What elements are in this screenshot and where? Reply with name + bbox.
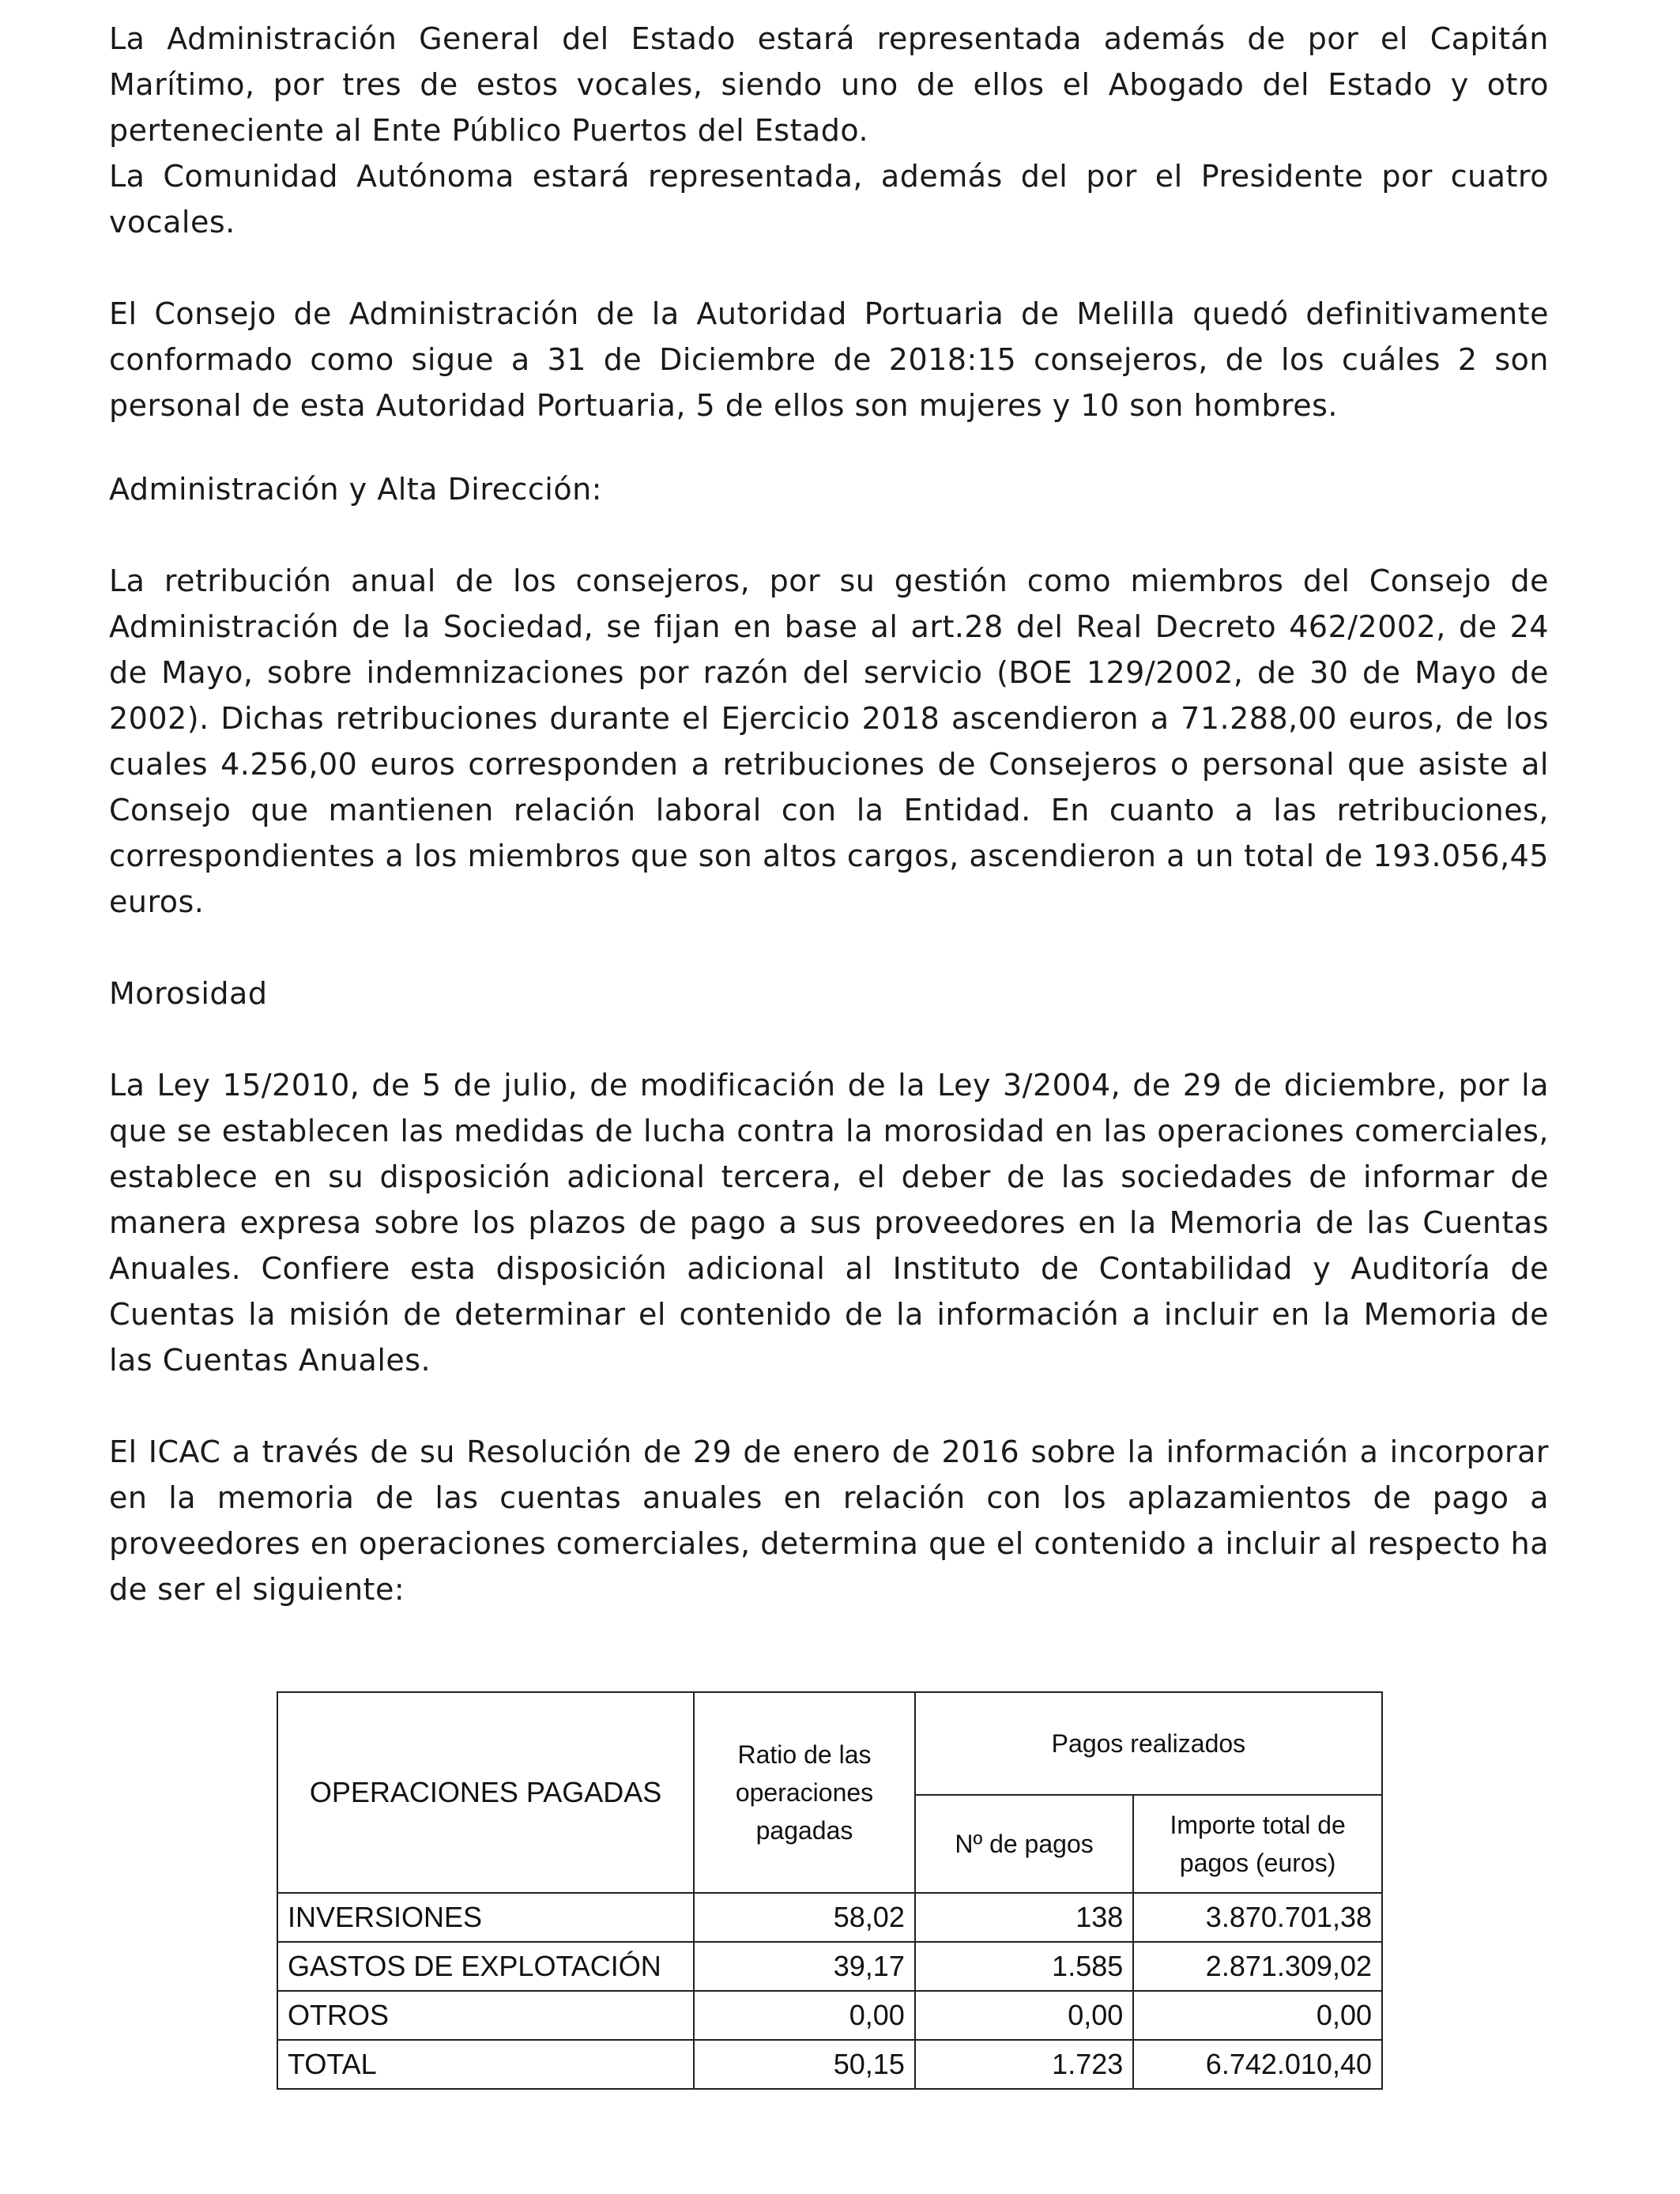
ratio-cell: 58,02 xyxy=(694,1893,915,1942)
paragraph-representation-state: La Administración General del Estado estará representada además de por el Capitán Marítimo, por tres de estos vocales, siendo uno de ellos el Abogado del Estado y otro perteneciente al Ente Público Puertos del Estado. xyxy=(109,21,1549,148)
paragraph-representation-region: La Comunidad Autónoma estará representada, además del por el Presidente por cuatro vocales. xyxy=(109,159,1549,239)
ratio-cell: 39,17 xyxy=(694,1942,915,1991)
heading-morosidad: Morosidad xyxy=(109,976,268,1011)
table-row xyxy=(277,1893,1382,1942)
row-label: TOTAL xyxy=(277,2040,694,2089)
header-ratio: Ratio de las operaciones pagadas xyxy=(694,1692,915,1893)
paragraph-law: La Ley 15/2010, de 5 de julio, de modificación de la Ley 3/2004, de 29 de diciembre, por la que se establecen las medidas de lucha contra la morosidad en las operaciones comerciales, establece en su disposición adicional tercera, el deber de las sociedades de informar de manera expresa sobre los plazos de pago a sus proveedores en la Memoria de las Cuentas Anuales. Confiere esta disposición adicional al Instituto de Contabilidad y Auditoría de Cuentas la misión de determinar el contenido de la información a incluir en la Memoria de las Cuentas Anuales. xyxy=(109,1068,1549,1378)
header-pagos-realizados: Pagos realizados xyxy=(915,1692,1382,1795)
num-pagos-cell: 138 xyxy=(915,1893,1133,1942)
importe-cell: 2.871.309,02 xyxy=(1133,1942,1382,1991)
paragraph-icac: El ICAC a través de su Resolución de 29 de enero de 2016 sobre la información a incorporar en la memoria de las cuentas anuales en relación con los aplazamientos de pago a proveedores en operaciones comerciales, determina que el contenido a incluir al respecto ha de ser el siguiente: xyxy=(109,1434,1549,1607)
document-page xyxy=(109,16,1549,1612)
num-pagos-cell: 1.585 xyxy=(915,1942,1133,1991)
importe-cell: 6.742.010,40 xyxy=(1133,2040,1382,2089)
table-row xyxy=(277,2040,1382,2089)
importe-cell: 3.870.701,38 xyxy=(1133,1893,1382,1942)
row-label: GASTOS DE EXPLOTACIÓN xyxy=(277,1942,694,1991)
num-pagos-cell: 1.723 xyxy=(915,2040,1133,2089)
paragraph-remuneration: La retribución anual de los consejeros, por su gestión como miembros del Consejo de Administración de la Sociedad, se fijan en base al art.28 del Real Decreto 462/2002, de 24 de Mayo, sobre indemnizaciones por razón del servicio (BOE 129/2002, de 30 de Mayo de 2002). Dichas retribuciones durante el Ejercicio 2018 ascendieron a 71.288,00 euros, de los cuales 4.256,00 euros corresponden a retribuciones de Consejeros o personal que asiste al Consejo que mantienen relación laboral con la Entidad. En cuanto a las retribuciones, correspondientes a los miembros que son altos cargos, ascendieron a un total de 193.056,45 euros. xyxy=(109,564,1549,919)
table-row xyxy=(277,1942,1382,1991)
payments-table xyxy=(277,1691,1383,2090)
ratio-cell: 0,00 xyxy=(694,1991,915,2040)
header-importe-total: Importe total de pagos (euros) xyxy=(1133,1795,1382,1893)
header-operaciones-pagadas: OPERACIONES PAGADAS xyxy=(277,1692,694,1893)
ratio-cell: 50,15 xyxy=(694,2040,915,2089)
table-row xyxy=(277,1991,1382,2040)
importe-cell: 0,00 xyxy=(1133,1991,1382,2040)
num-pagos-cell: 0,00 xyxy=(915,1991,1133,2040)
row-label: OTROS xyxy=(277,1991,694,2040)
header-num-pagos: Nº de pagos xyxy=(915,1795,1133,1893)
row-label: INVERSIONES xyxy=(277,1893,694,1942)
heading-administration: Administración y Alta Dirección: xyxy=(109,472,602,507)
paragraph-board-composition: El Consejo de Administración de la Autoridad Portuaria de Melilla quedó definitivamente conformado como sigue a 31 de Diciembre de 2018:15 consejeros, de los cuáles 2 son personal de esta Autoridad Portuaria, 5 de ellos son mujeres y 10 son hombres. xyxy=(109,296,1549,423)
